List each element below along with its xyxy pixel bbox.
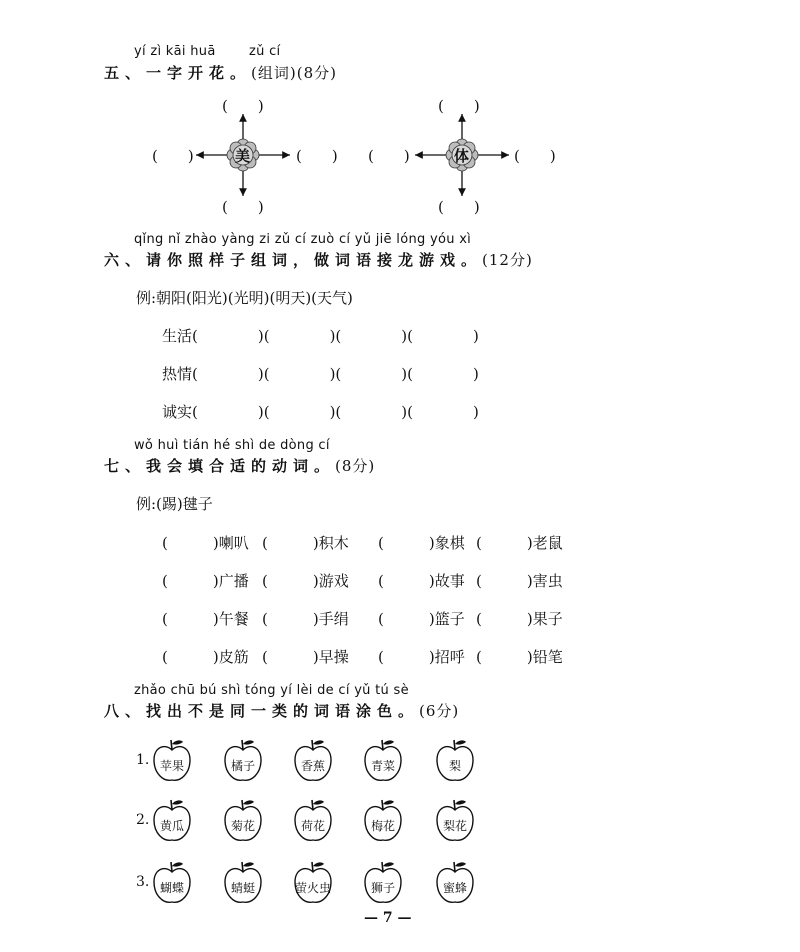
s6-example: 例:朝阳(阳光)(光明)(明天)(天气) bbox=[136, 289, 353, 307]
s7-blank[interactable]: ( ) bbox=[378, 610, 435, 628]
s7-example: 例:(踢)毽子 bbox=[136, 495, 213, 513]
s8-apple[interactable] bbox=[222, 738, 264, 784]
s8-title-text: 八、找出不是同一类的词语涂色。 bbox=[104, 702, 420, 720]
flower-2-top-blank[interactable]: ( ) bbox=[438, 97, 480, 115]
flower-char-2: 体 bbox=[454, 147, 470, 165]
s6-row-1-blanks[interactable]: ( )( )( )( ) bbox=[192, 327, 479, 345]
s7-word: 午餐 bbox=[218, 610, 249, 628]
s8-apple[interactable] bbox=[292, 738, 334, 784]
s8-pinyin: zhǎo chū bú shì tóng yí lèi de cí yǔ tú sè bbox=[134, 683, 409, 698]
s8-apple[interactable] bbox=[434, 860, 476, 906]
flower-1-right-blank[interactable]: ( ) bbox=[296, 147, 338, 165]
flower-2-right-blank[interactable]: ( ) bbox=[514, 147, 556, 165]
s8-apple-word: 蜻蜓 bbox=[230, 881, 255, 895]
s7-item[interactable] bbox=[378, 532, 465, 553]
s7-word: 早操 bbox=[318, 648, 349, 666]
s7-word: 老鼠 bbox=[532, 534, 563, 552]
s8-apple-word: 荷花 bbox=[300, 819, 325, 833]
s8-row-number: 3. bbox=[136, 874, 150, 890]
s7-title-text: 七、我会填合适的动词。 bbox=[104, 457, 336, 475]
s8-apple-word: 香蕉 bbox=[300, 759, 325, 773]
s8-apple-word: 菊花 bbox=[230, 819, 255, 833]
s7-word: 喇叭 bbox=[218, 534, 249, 552]
s6-title-text: 六、请你照样子组词，做词语接龙游戏。 bbox=[104, 251, 483, 269]
s6-row-2 bbox=[162, 363, 479, 384]
s7-item[interactable] bbox=[162, 570, 249, 591]
s6-score: (12分) bbox=[482, 251, 533, 269]
s7-item[interactable] bbox=[476, 570, 563, 591]
s6-title bbox=[104, 249, 533, 270]
s6-row-3 bbox=[162, 401, 479, 422]
s8-apple-word: 橘子 bbox=[230, 759, 255, 773]
s8-apple-word: 青菜 bbox=[370, 759, 395, 773]
s8-apple[interactable] bbox=[362, 860, 404, 906]
s8-apple-word: 梨 bbox=[448, 759, 461, 773]
s5-pinyin-b: zǔ cí bbox=[249, 44, 281, 59]
s5-pinyin-a: yí zì kāi huā bbox=[134, 44, 216, 59]
s7-word: 铅笔 bbox=[532, 648, 563, 666]
s7-blank[interactable]: ( ) bbox=[262, 648, 319, 666]
s7-word: 象棋 bbox=[434, 534, 465, 552]
s7-item[interactable] bbox=[476, 646, 563, 667]
s7-blank[interactable]: ( ) bbox=[162, 648, 219, 666]
s7-item[interactable] bbox=[378, 646, 465, 667]
s7-word: 招呼 bbox=[434, 648, 465, 666]
s7-word: 广播 bbox=[218, 572, 249, 590]
s8-apple-word: 黄瓜 bbox=[159, 819, 184, 833]
s5-title-text: 五、一字开花。 bbox=[104, 64, 252, 82]
s7-title bbox=[104, 455, 375, 476]
flower-1-left-blank[interactable]: ( ) bbox=[152, 147, 194, 165]
s8-apple[interactable] bbox=[434, 798, 476, 844]
s7-blank[interactable]: ( ) bbox=[262, 610, 319, 628]
s8-row-number: 1. bbox=[136, 752, 150, 768]
s8-apple-word: 蝴蝶 bbox=[159, 881, 184, 895]
s7-score: (8分) bbox=[335, 457, 376, 475]
s8-score: (6分) bbox=[419, 702, 460, 720]
s7-blank[interactable]: ( ) bbox=[378, 648, 435, 666]
flower-1-top-blank[interactable]: ( ) bbox=[222, 97, 264, 115]
s7-item[interactable] bbox=[162, 608, 249, 629]
s5-title bbox=[104, 62, 337, 83]
s6-pinyin: qǐng nǐ zhào yàng zi zǔ cí zuò cí yǔ jiē lóng yóu xì bbox=[134, 232, 472, 247]
s8-apple[interactable] bbox=[222, 860, 264, 906]
s7-word: 皮筋 bbox=[218, 648, 249, 666]
s7-blank[interactable]: ( ) bbox=[476, 534, 533, 552]
s8-apple[interactable] bbox=[151, 738, 193, 784]
s6-row-2-blanks[interactable]: ( )( )( )( ) bbox=[192, 365, 479, 383]
flower-2-left-blank[interactable]: ( ) bbox=[368, 147, 410, 165]
s5-score: (8分) bbox=[296, 64, 337, 82]
s8-apple[interactable] bbox=[434, 738, 476, 784]
s8-apple[interactable] bbox=[292, 860, 334, 906]
s8-apple-word: 梨花 bbox=[442, 819, 467, 833]
s7-word: 积木 bbox=[318, 534, 349, 552]
page-number: — 7 — bbox=[364, 910, 412, 926]
s8-apple[interactable] bbox=[362, 798, 404, 844]
s7-item[interactable] bbox=[162, 646, 249, 667]
flower-2-bottom-blank[interactable]: ( ) bbox=[438, 198, 480, 216]
s7-pinyin: wǒ huì tián hé shì de dòng cí bbox=[134, 438, 330, 453]
s6-row-1-word: 生活 bbox=[162, 327, 193, 345]
s7-item[interactable] bbox=[262, 608, 349, 629]
s7-blank[interactable]: ( ) bbox=[162, 572, 219, 590]
flower-1-bottom-blank[interactable]: ( ) bbox=[222, 198, 264, 216]
s7-word: 果子 bbox=[532, 610, 563, 628]
s7-blank[interactable]: ( ) bbox=[476, 572, 533, 590]
s7-blank[interactable]: ( ) bbox=[476, 648, 533, 666]
s6-row-3-word: 诚实 bbox=[162, 403, 193, 421]
s7-item[interactable] bbox=[378, 570, 465, 591]
s8-apple-word: 蜜蜂 bbox=[442, 881, 467, 895]
s7-item[interactable] bbox=[262, 570, 349, 591]
s7-item[interactable] bbox=[262, 532, 349, 553]
s7-item[interactable] bbox=[162, 532, 249, 553]
s7-blank[interactable]: ( ) bbox=[378, 572, 435, 590]
s6-row-1 bbox=[162, 325, 479, 346]
flower-char-1: 美 bbox=[235, 147, 251, 165]
s7-blank[interactable]: ( ) bbox=[378, 534, 435, 552]
s8-apple[interactable] bbox=[292, 798, 334, 844]
s8-apple-word: 梅花 bbox=[370, 819, 395, 833]
s6-row-2-word: 热情 bbox=[162, 365, 193, 383]
s8-apple-word: 苹果 bbox=[159, 759, 184, 773]
s7-word: 游戏 bbox=[318, 572, 349, 590]
s7-word: 篮子 bbox=[434, 610, 465, 628]
s7-word: 手绢 bbox=[318, 610, 349, 628]
s7-blank[interactable]: ( ) bbox=[262, 534, 319, 552]
s7-item[interactable] bbox=[262, 646, 349, 667]
s8-apple-word: 萤火虫 bbox=[294, 881, 331, 895]
s8-row-number: 2. bbox=[136, 812, 150, 828]
s8-apple-word: 狮子 bbox=[370, 881, 395, 895]
s7-word: 故事 bbox=[434, 572, 465, 590]
s8-apple[interactable] bbox=[151, 798, 193, 844]
s7-word: 害虫 bbox=[532, 572, 563, 590]
s7-blank[interactable]: ( ) bbox=[476, 610, 533, 628]
s5-sub: (组词) bbox=[251, 64, 297, 82]
s7-item[interactable] bbox=[378, 608, 465, 629]
s6-row-3-blanks[interactable]: ( )( )( )( ) bbox=[192, 403, 479, 421]
s7-item[interactable] bbox=[476, 608, 563, 629]
s8-apple[interactable] bbox=[222, 798, 264, 844]
s8-apple[interactable] bbox=[362, 738, 404, 784]
s8-apple[interactable] bbox=[151, 860, 193, 906]
s7-blank[interactable]: ( ) bbox=[162, 534, 219, 552]
s7-blank[interactable]: ( ) bbox=[262, 572, 319, 590]
s8-title bbox=[104, 700, 459, 721]
s7-item[interactable] bbox=[476, 532, 563, 553]
s7-blank[interactable]: ( ) bbox=[162, 610, 219, 628]
